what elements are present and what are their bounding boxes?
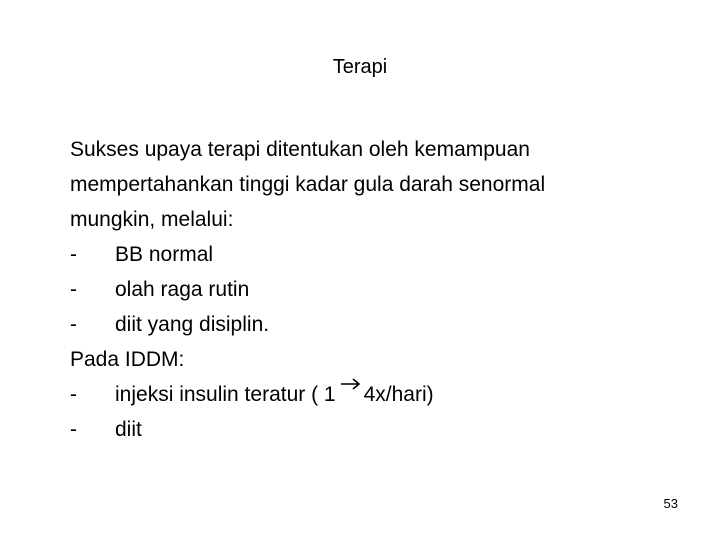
arrow-right-icon — [340, 377, 362, 391]
page-number: 53 — [663, 496, 678, 511]
list-item-text: diit yang disiplin. — [115, 313, 270, 336]
dash-bullet: - — [70, 418, 77, 441]
list-item — [70, 412, 690, 447]
list-item-text: BB normal — [115, 243, 214, 266]
list-item — [70, 377, 690, 412]
dash-bullet: - — [70, 278, 77, 301]
body-line: mungkin, melalui: — [70, 208, 234, 231]
dash-bullet: - — [70, 383, 77, 406]
list-item — [70, 307, 690, 342]
list-item-text: diit — [115, 418, 142, 441]
dash-bullet: - — [70, 313, 77, 336]
dash-bullet: - — [70, 243, 77, 266]
slide-body — [70, 132, 690, 447]
list-item-text-after: 4x/hari) — [363, 383, 434, 406]
iddm-heading: Pada IDDM: — [70, 348, 185, 371]
body-line: mempertahankan tinggi kadar gula darah senormal — [70, 173, 546, 196]
list-item-text-before: injeksi insulin teratur ( 1 — [115, 383, 336, 406]
list-item — [70, 272, 690, 307]
body-line: Sukses upaya terapi ditentukan oleh kemampuan — [70, 138, 530, 161]
list-item-text: olah raga rutin — [115, 278, 250, 301]
slide-title: Terapi — [332, 56, 388, 78]
list-item — [70, 237, 690, 272]
